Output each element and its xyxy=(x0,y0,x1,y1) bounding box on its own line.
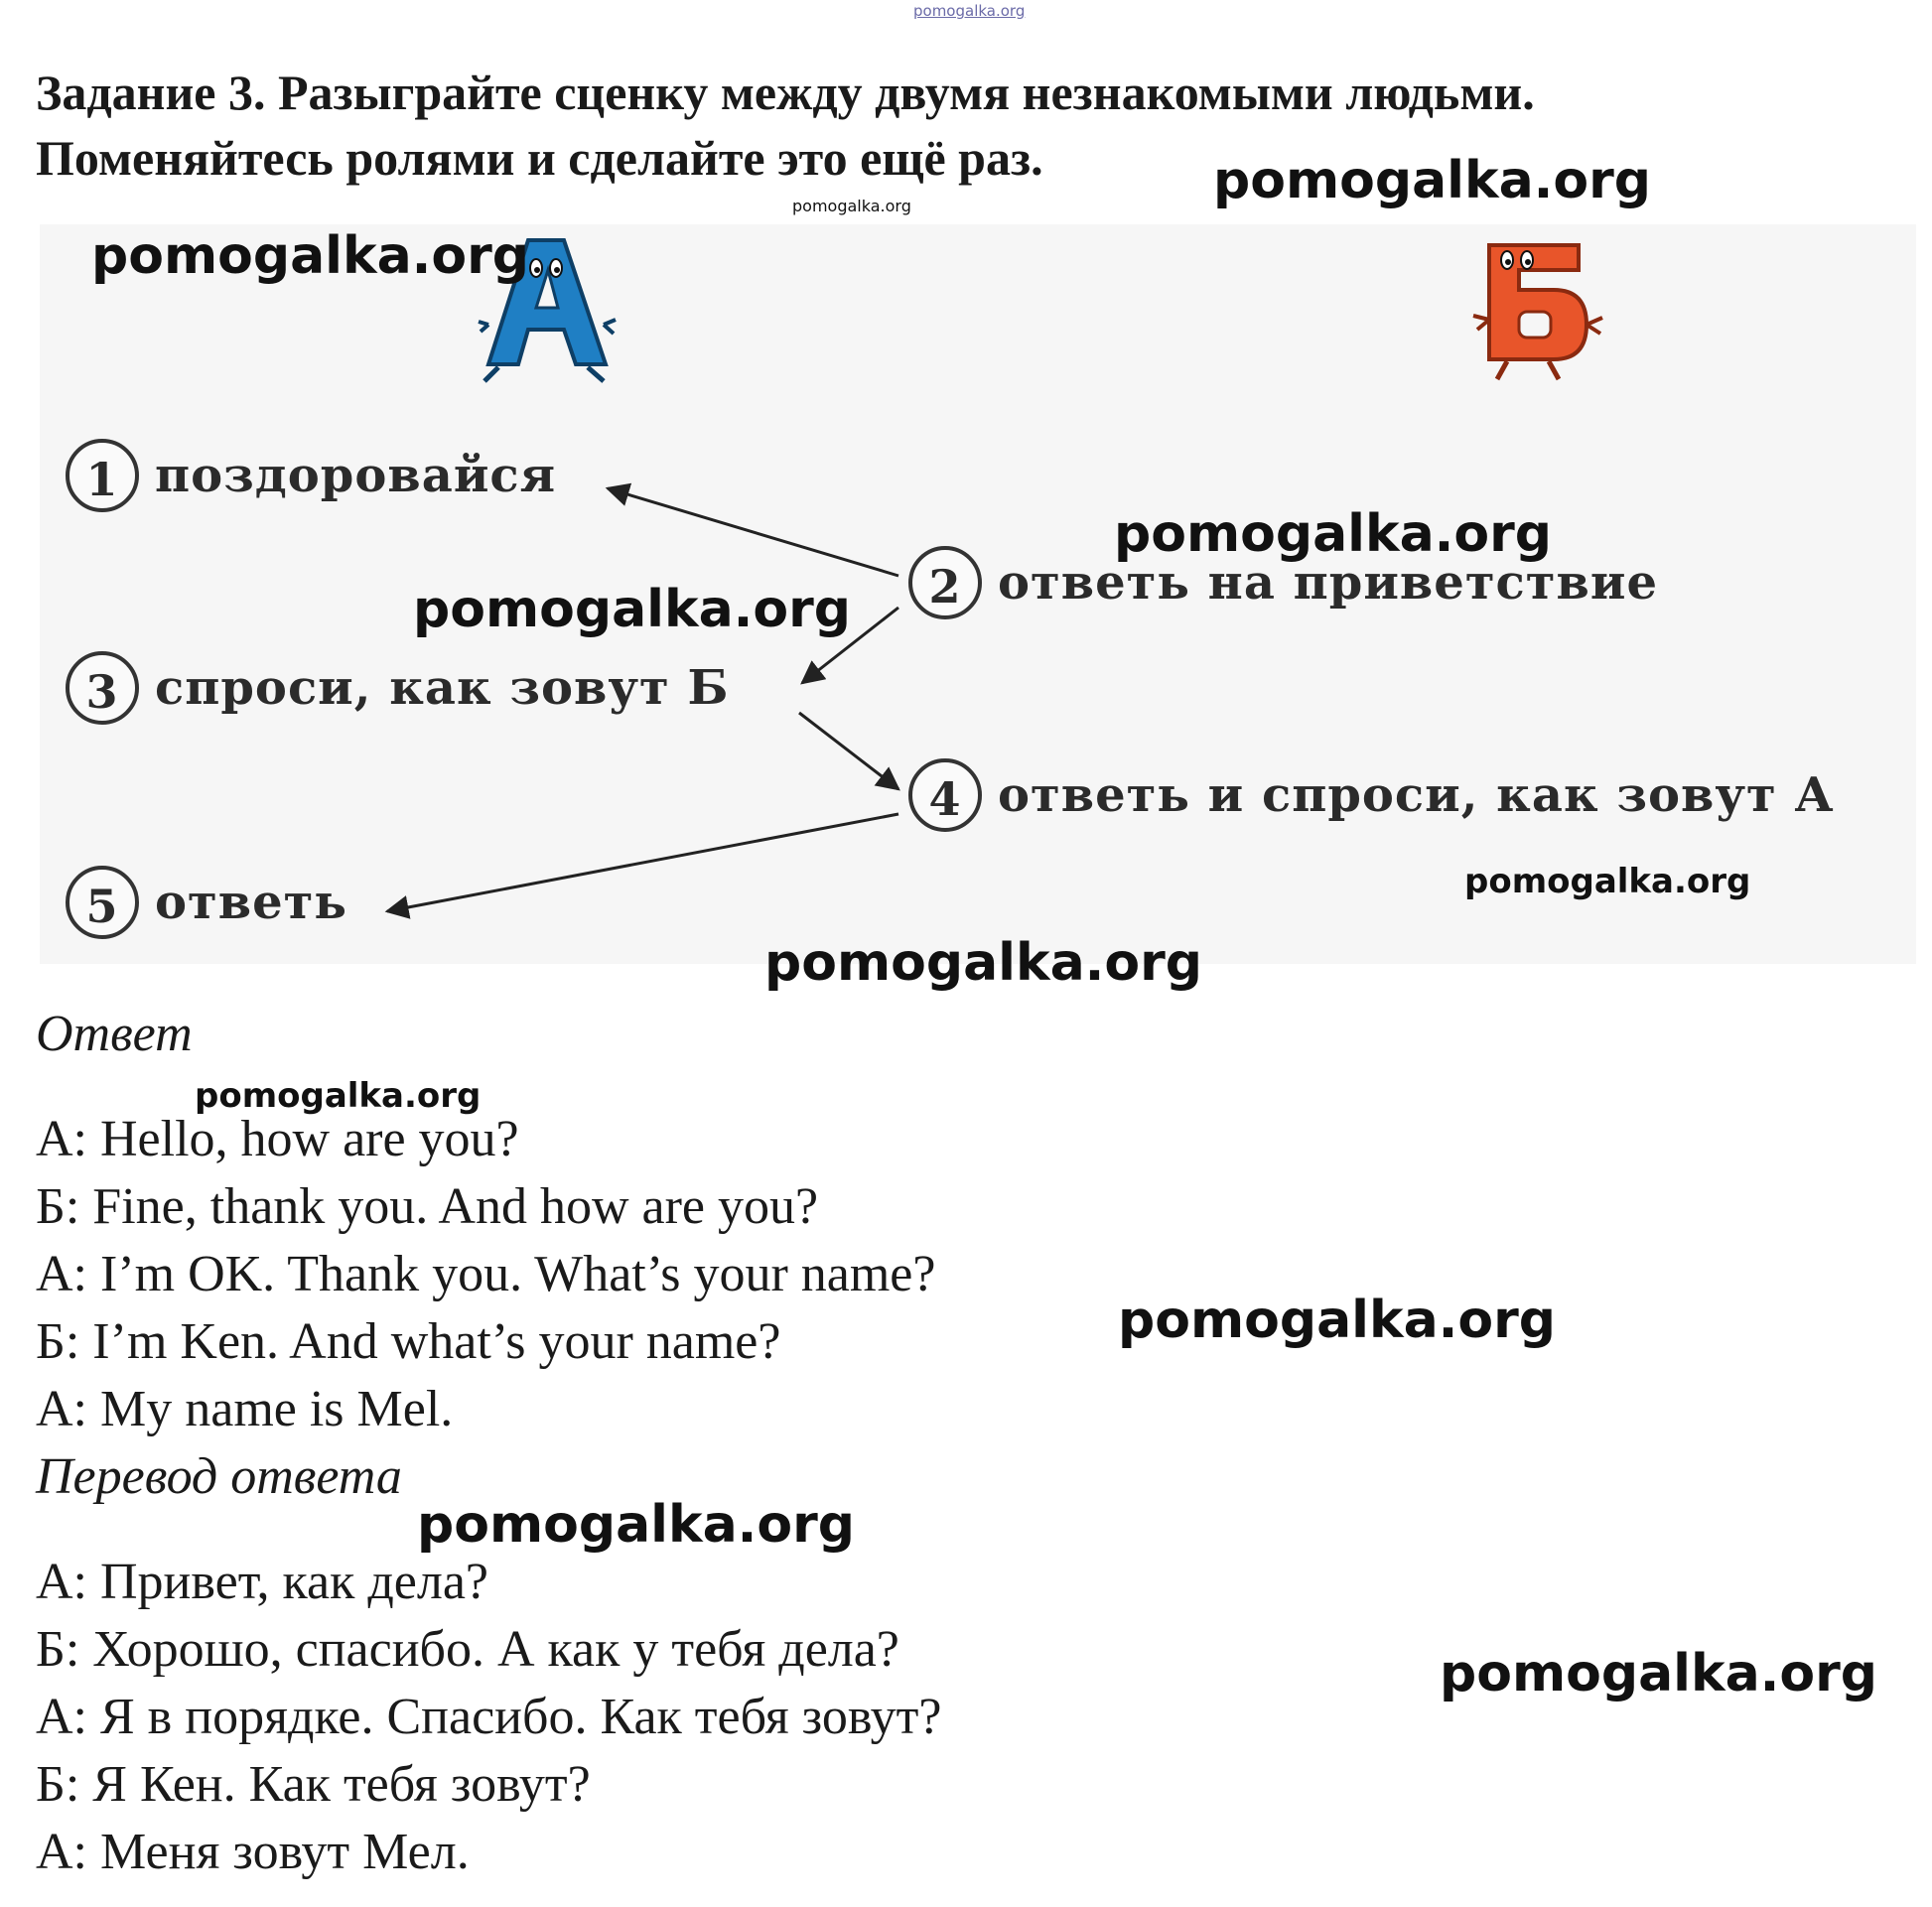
step-4 xyxy=(908,758,1835,832)
step-3 xyxy=(66,651,730,725)
translation-heading: Перевод ответа xyxy=(36,1448,402,1505)
answer-line-4: Б: I’m Ken. And what’s your name? xyxy=(36,1313,781,1370)
step-5 xyxy=(66,866,347,939)
watermark: pomogalka.org xyxy=(417,1495,856,1555)
watermark: pomogalka.org xyxy=(764,933,1203,993)
translation-line-5: А: Меня зовут Мел. xyxy=(36,1824,470,1880)
watermark: pomogalka.org xyxy=(1464,862,1751,901)
watermark: pomogalka.org xyxy=(1440,1644,1878,1703)
step-1 xyxy=(66,439,556,512)
task-title-line-1: Задание 3. Разыграйте сценку между двумя незнакомыми людьми. xyxy=(36,65,1535,120)
task-title-line-2: Поменяйтесь ролями и сделайте это ещё раз. xyxy=(36,130,1043,186)
watermark: pomogalka.org xyxy=(195,1076,482,1116)
answer-heading: Ответ xyxy=(36,1006,193,1062)
step-5-text: ответь xyxy=(155,875,347,930)
watermark-top: pomogalka.org xyxy=(913,2,1026,20)
answer-line-2: Б: Fine, thank you. And how are you? xyxy=(36,1178,819,1235)
step-4-text: ответь и спроси, как зовут А xyxy=(998,767,1835,823)
step-5-number: 5 xyxy=(66,866,139,939)
watermark: pomogalka.org xyxy=(1114,504,1553,564)
step-2-text: ответь на приветствие xyxy=(998,555,1659,611)
step-2-number: 2 xyxy=(908,546,982,619)
watermark: pomogalka.org xyxy=(413,580,852,639)
translation-line-3: А: Я в порядке. Спасибо. Как тебя зовут? xyxy=(36,1689,942,1745)
answer-line-1: А: Hello, how are you? xyxy=(36,1111,519,1167)
watermark: pomogalka.org xyxy=(1213,151,1652,210)
translation-line-2: Б: Хорошо, спасибо. А как у тебя дела? xyxy=(36,1621,899,1678)
watermark: pomogalka.org xyxy=(792,197,911,215)
step-1-number: 1 xyxy=(66,439,139,512)
translation-line-1: А: Привет, как дела? xyxy=(36,1554,488,1610)
watermark: pomogalka.org xyxy=(1118,1291,1557,1350)
answer-line-3: А: I’m OK. Thank you. What’s your name? xyxy=(36,1246,936,1302)
watermark: pomogalka.org xyxy=(91,226,530,286)
step-1-text: поздоровайся xyxy=(155,448,557,503)
step-3-number: 3 xyxy=(66,651,139,725)
step-3-text: спроси, как зовут Б xyxy=(155,660,730,716)
answer-line-5: А: My name is Mel. xyxy=(36,1381,454,1437)
translation-line-4: Б: Я Кен. Как тебя зовут? xyxy=(36,1756,591,1813)
step-4-number: 4 xyxy=(908,758,982,832)
